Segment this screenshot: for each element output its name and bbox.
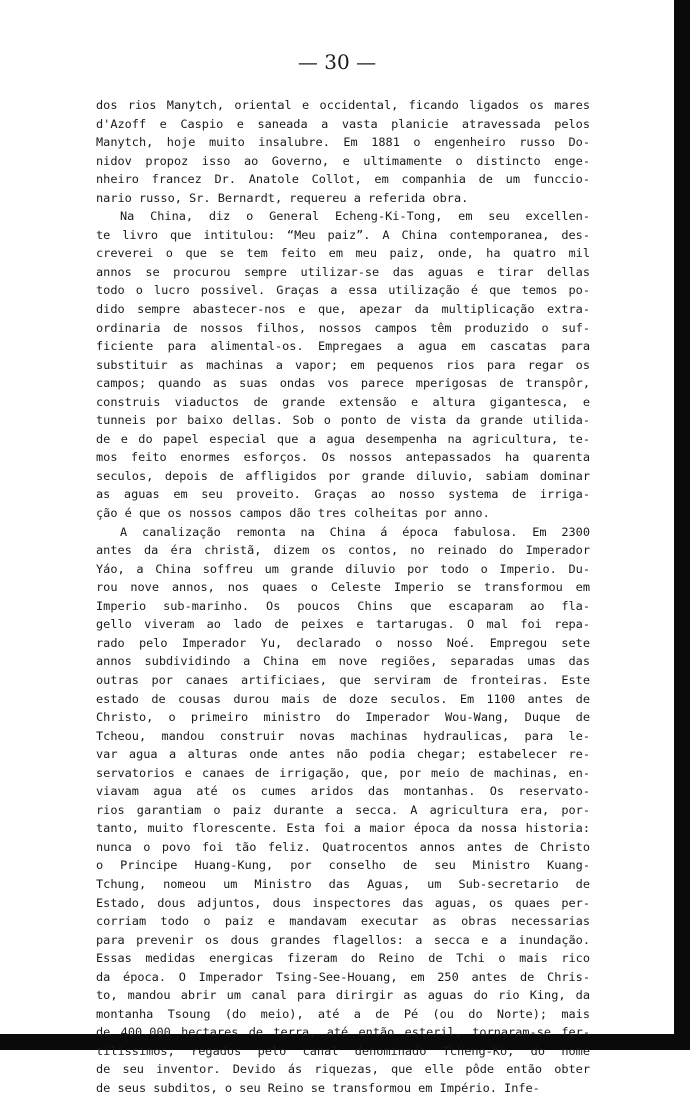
text-line: montanha Tsoung (do meio), até a de Pé (ou do Norte); mais — [96, 1006, 590, 1021]
text-line: rado pelo Imperador Yu, declarado o nosso Noé. Empregou sete — [96, 635, 590, 650]
text-line: da época. O Imperador Tsing-See-Houang, em 250 antes de Chris- — [96, 969, 590, 984]
text-line: de 400.000 hectares de terra, até então esteril, tornaram-se fer- — [96, 1025, 590, 1040]
text-line: tunneis por baixo dellas. Sob o ponto de vista da grande utilida- — [96, 413, 590, 428]
paragraph — [96, 207, 590, 522]
text-line: d'Azoff e Caspio e saneada a vasta planicie atravessada pelos — [96, 116, 590, 131]
text-line: mos feito enormes esforços. Os nossos antepassados ha quarenta — [96, 450, 590, 465]
body-text — [96, 96, 590, 1098]
text-line: servatorios e canaes de irrigação, que, por meio de machinas, en- — [96, 765, 590, 780]
page-number: — 30 — — [297, 50, 377, 74]
text-line: A canalização remonta na China á época fabulosa. Em 2300 — [120, 524, 590, 539]
text-line: creverei o que se tem feito em meu paiz, onde, ha quatro mil — [96, 246, 590, 261]
text-line: de e do papel especial que a agua desempenha na agricultura, te- — [96, 431, 590, 446]
text-line: substituir as machinas a vapor; em pequenos rios para regar os — [96, 357, 590, 372]
text-line: Imperio sub-marinho. Os poucos Chins que escaparam ao fla- — [96, 598, 590, 613]
text-line: Na China, diz o General Echeng-Ki-Tong, em seu excellen- — [120, 209, 590, 224]
text-line: Tcheou, mandou construir novas machinas hydraulicas, para le- — [96, 728, 590, 743]
text-line: to, mandou abrir um canal para dirirgir as aguas do rio King, da — [96, 988, 590, 1003]
text-line: rou nove annos, nos quaes o Celeste Imperio se transformou em — [96, 580, 590, 595]
text-line: rios garantiam o paiz durante a secca. A agricultura era, por- — [96, 802, 590, 817]
text-line: campos; quando as suas ondas vos parece mperigosas de transpôr, — [96, 376, 590, 391]
text-line: todo o lucro possivel. Graças a essa utilização é que temos po- — [96, 283, 590, 298]
text-line: dos rios Manytch, oriental e occidental, ficando ligados os mares — [96, 98, 590, 112]
text-line: construis viaductos de grande extensão e altura gigantesca, e — [96, 394, 590, 409]
text-line: viavam agua até os cumes aridos das montanhas. Os reservato- — [96, 784, 590, 799]
text-line: o Principe Huang-Kung, por conselho de seu Ministro Kuang- — [96, 858, 590, 873]
text-line: Tchung, nomeou um Ministro das Aguas, um Sub-secretario de — [96, 876, 590, 891]
text-line: tanto, muito florescente. Esta foi a maior época da nossa historia: — [96, 821, 590, 836]
text-line: nunca o povo foi tão feliz. Quatrocentos annos antes de Christo — [96, 839, 590, 854]
text-line: ordinaria de nossos filhos, nossos campos têm produzido o suf- — [96, 320, 590, 335]
text-line: nheiro francez Dr. Anatole Collot, em companhia de um funccio- — [96, 172, 590, 187]
text-line: estado de cousas durou mais de doze seculos. Em 1100 antes de — [96, 691, 590, 706]
text-line: Manytch, hoje muito insalubre. Em 1881 o engenheiro russo Do- — [96, 135, 590, 150]
text-line: Yáo, a China soffreu um grande diluvio por todo o Imperio. Du- — [96, 561, 590, 576]
text-line: para prevenir os dous grandes flagellos: a secca e a inundação. — [96, 932, 590, 947]
text-line: Essas medidas energicas fizeram do Reino de Tchi o mais rico — [96, 951, 590, 966]
text-line: de seu inventor. Devido ás riquezas, que elle pôde então obter — [96, 1062, 590, 1077]
text-line: dido sempre abastecer-nos e que, apezar da multiplicação extra- — [96, 302, 590, 317]
text-line: gello viveram ao lado de peixes e tartarugas. O mal foi repa- — [96, 617, 590, 632]
text-line: nidov propoz isso ao Governo, e ultimamente o distincto enge- — [96, 153, 590, 168]
text-line: annos se procurou sempre utilizar-se das aguas e tirar dellas — [96, 264, 590, 279]
text-line: antes da éra christã, dizem os contos, no reinado do Imperador — [96, 543, 590, 558]
text-line: as aguas em seu proveito. Graças ao nosso systema de irriga- — [96, 487, 590, 502]
text-line: ficiente para alimental-os. Empregaes a agua em cascatas para — [96, 339, 590, 354]
text-line: te livro que intitulou: “Meu paiz”. A China contemporanea, des- — [96, 227, 590, 242]
text-line: var agua a alturas onde antes não podia chegar; estabelecer re- — [96, 747, 590, 762]
text-line: ção é que os nossos campos dão tres colheitas por anno. — [96, 506, 490, 521]
text-line: tilissimos, regados pelo canal denominado Tcheng-Ko, do nome — [96, 1043, 590, 1058]
paragraph — [96, 96, 590, 207]
text-line: seculos, depois de affligidos por grande diluvio, sabiam dominar — [96, 468, 590, 483]
paragraph — [96, 523, 590, 1098]
text-line: Estado, dous adjuntos, dous inspectores das aguas, os quaes per- — [96, 895, 590, 910]
text-line: corriam todo o paiz e mandavam executar as obras necessarias — [96, 914, 590, 929]
text-line: Christo, o primeiro ministro do Imperador Wou-Wang, Duque de — [96, 710, 590, 725]
text-line: annos subdividindo a China em nove regiões, separadas umas das — [96, 654, 590, 669]
text-line: outras por canaes artificiaes, que serviram de fronteiras. Este — [96, 672, 590, 687]
text-line: nario russo, Sr. Bernardt, requereu a referida obra. — [96, 190, 469, 205]
text-line: de seus subditos, o seu Reino se transformou em Império. Infe- — [96, 1080, 540, 1095]
